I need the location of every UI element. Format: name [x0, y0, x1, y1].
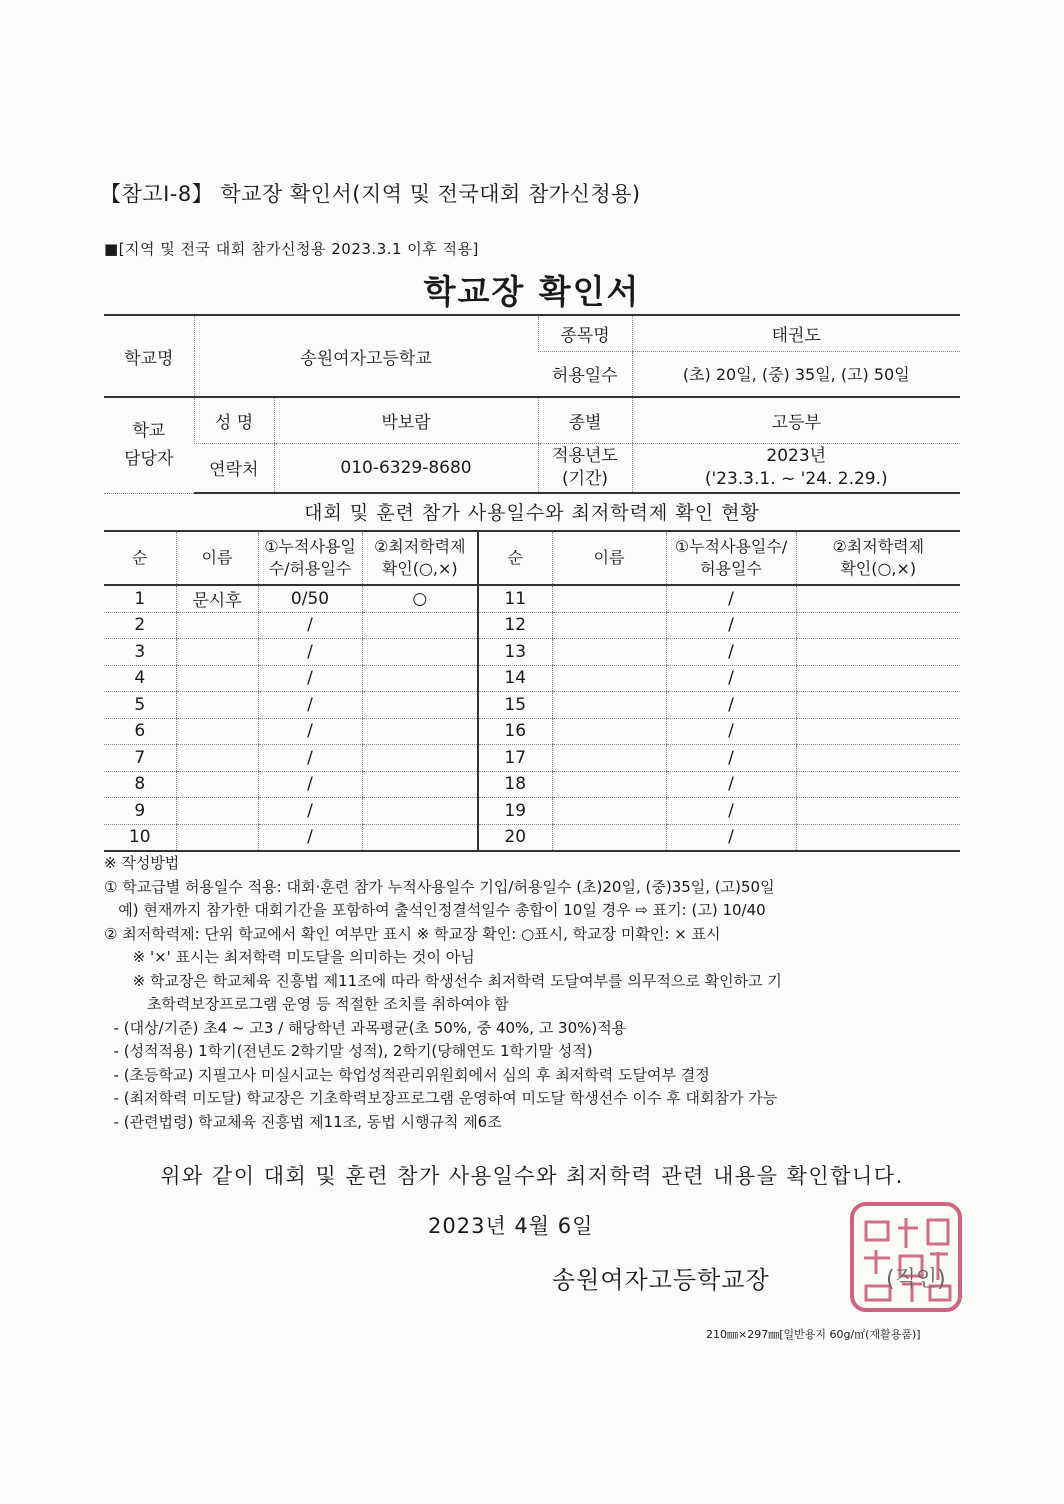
row-no: 19 [478, 798, 552, 825]
school-value: 송원여자고등학교 [194, 315, 538, 397]
row-no: 13 [478, 639, 552, 666]
row-check: ○ [362, 585, 478, 612]
category-label: 종별 [538, 397, 632, 443]
row-check [796, 612, 960, 639]
table-row [104, 639, 960, 666]
page-title: 학교장 확인서 [423, 272, 641, 311]
row-days: / [666, 639, 796, 666]
row-days: / [666, 692, 796, 719]
row-name [176, 718, 258, 745]
row-days: / [666, 824, 796, 851]
category-value: 고등부 [632, 397, 960, 443]
status-title: 대회 및 훈련 참가 사용일수와 최저학력제 확인 현황 [304, 502, 760, 524]
row-no: 12 [478, 612, 552, 639]
row-no: 3 [104, 639, 176, 666]
row-name [176, 692, 258, 719]
sport-label: 종목명 [538, 315, 632, 351]
school-info-table [104, 314, 960, 494]
row-days: / [666, 718, 796, 745]
row-check [362, 612, 478, 639]
row-no: 6 [104, 718, 176, 745]
row-name [176, 824, 258, 851]
row-days: / [666, 771, 796, 798]
row-check [796, 824, 960, 851]
name-value: 박보람 [274, 397, 538, 443]
header-check: ②최저학력제 확인(○,×) [796, 531, 960, 585]
row-check [362, 798, 478, 825]
header-days: ①누적사용일수/ 허용일수 [666, 531, 796, 585]
contact-value: 010-6329-8680 [274, 443, 538, 493]
row-name [552, 824, 666, 851]
row-no: 10 [104, 824, 176, 851]
row-check [362, 692, 478, 719]
row-name [176, 771, 258, 798]
row-days: / [666, 745, 796, 772]
row-no: 16 [478, 718, 552, 745]
table-row [104, 612, 960, 639]
row-days: / [666, 585, 796, 612]
school-label: 학교명 [104, 315, 194, 397]
table-row [104, 798, 960, 825]
row-no: 7 [104, 745, 176, 772]
row-no: 4 [104, 665, 176, 692]
table-row [104, 585, 960, 612]
row-days: / [258, 824, 362, 851]
row-no: 2 [104, 612, 176, 639]
contact-label: 연락처 [194, 443, 274, 493]
row-days: / [666, 798, 796, 825]
header-name: 이름 [176, 531, 258, 585]
instruction-line: - (성적적용) 1학기(전년도 2학기말 성적), 2학기(당해연도 1학기말 성적) [104, 1042, 593, 1060]
principal-signature: 송원여자고등학교장 [552, 1266, 770, 1294]
row-name [552, 585, 666, 612]
row-name [176, 639, 258, 666]
row-check [796, 718, 960, 745]
row-days: / [258, 798, 362, 825]
name-label: 성 명 [194, 397, 274, 443]
row-check [796, 665, 960, 692]
header-name: 이름 [552, 531, 666, 585]
row-check [362, 665, 478, 692]
row-name [552, 798, 666, 825]
row-check [796, 585, 960, 612]
row-name [552, 745, 666, 772]
row-days: / [258, 692, 362, 719]
manager-label: 학교 담당자 [104, 397, 194, 493]
instruction-line: - (관련법령) 학교체육 진흥법 제11조, 동법 시행규칙 제6조 [104, 1112, 502, 1131]
year-value: 2023년 ('23.3.1. ~ '24. 2.29.) [632, 443, 960, 493]
writing-instructions [104, 852, 974, 1134]
table-row [104, 665, 960, 692]
allowed-days-value: (초) 20일, (중) 35일, (고) 50일 [632, 351, 960, 397]
row-days: / [258, 745, 362, 772]
row-days: / [258, 639, 362, 666]
row-name [552, 639, 666, 666]
instruction-line: - (최저학력 미도달) 학교장은 기초학력보장프로그램 운영하여 미도달 학생선수 이수 후 대회참가 가능 [104, 1089, 778, 1107]
row-days: / [258, 665, 362, 692]
seal-label: (직인) [886, 1267, 946, 1292]
row-name [552, 718, 666, 745]
confirmation-statement: 위와 같이 대회 및 훈련 참가 사용일수와 최저학력 관련 내용을 확인합니다. [160, 1164, 904, 1188]
row-days: 0/50 [258, 585, 362, 612]
row-no: 17 [478, 745, 552, 772]
instruction-line: ※ 작성방법 [104, 854, 180, 872]
row-name [176, 665, 258, 692]
row-name [176, 798, 258, 825]
row-no: 9 [104, 798, 176, 825]
instruction-line: 예) 현재까지 참가한 대회기간을 포함하여 출석인정결석일수 총합이 10일 경우 ⇨ 표기: (고) 10/40 [104, 901, 766, 919]
table-row [104, 771, 960, 798]
row-check [796, 692, 960, 719]
instruction-line: 초학력보장프로그램 운영 등 적절한 조치를 취하여야 함 [104, 995, 509, 1013]
row-no: 18 [478, 771, 552, 798]
allowed-days-label: 허용일수 [538, 351, 632, 397]
row-no: 15 [478, 692, 552, 719]
row-no: 14 [478, 665, 552, 692]
row-check [796, 771, 960, 798]
header-days: ①누적사용일 수/허용일수 [258, 531, 362, 585]
header-check: ②최저학력제 확인(○,×) [362, 531, 478, 585]
year-label: 적용년도 (기간) [538, 443, 632, 493]
header-no: 순 [478, 531, 552, 585]
row-no: 20 [478, 824, 552, 851]
row-name [552, 692, 666, 719]
header-no: 순 [104, 531, 176, 585]
row-name [552, 612, 666, 639]
table-row [104, 692, 960, 719]
instruction-line: - (대상/기준) 초4 ~ 고3 / 해당학년 과목평균(초 50%, 중 40%, 고 30%)적용 [104, 1018, 627, 1037]
sport-value: 태권도 [632, 315, 960, 351]
row-check [362, 639, 478, 666]
row-name [176, 612, 258, 639]
paper-spec: 210㎜×297㎜[일반용지 60g/㎡(재활용품)] [706, 1328, 921, 1341]
row-days: / [258, 718, 362, 745]
instruction-line: ① 학교급별 허용일수 적용: 대회·훈련 참가 누적사용일수 기입/허용일수 (초)20일, (중)35일, (고)50일 [104, 877, 775, 896]
row-check [362, 771, 478, 798]
instruction-line: ※ 학교장은 학교체육 진흥법 제11조에 따라 학생선수 최저학력 도달여부를 의무적으로 확인하고 기 [104, 971, 782, 990]
instruction-line: - (초등학교) 지필고사 미실시교는 학업성적관리위원회에서 심의 후 최저학력 도달여부 결정 [104, 1065, 710, 1084]
row-name [176, 745, 258, 772]
row-name [552, 665, 666, 692]
official-seal-icon [848, 1200, 964, 1314]
row-days: / [258, 771, 362, 798]
row-check [362, 824, 478, 851]
reference-heading: 【참고Ⅰ-8】 학교장 확인서(지역 및 전국대회 참가신청용) [100, 182, 641, 206]
table-row [104, 824, 960, 851]
row-check [362, 718, 478, 745]
instruction-line: ※ '×' 표시는 최저학력 미도달을 의미하는 것이 아님 [104, 948, 475, 966]
issue-date: 2023년 4월 6일 [428, 1214, 594, 1238]
row-no: 1 [104, 585, 176, 612]
row-days: / [666, 665, 796, 692]
row-name: 문시후 [176, 585, 258, 612]
row-check [796, 639, 960, 666]
row-name [552, 771, 666, 798]
row-days: / [666, 612, 796, 639]
instruction-line: ② 최저학력제: 단위 학교에서 확인 여부만 표시 ※ 학교장 확인: ○표시, 학교장 미확인: × 표시 [104, 924, 721, 943]
row-check [796, 798, 960, 825]
row-no: 11 [478, 585, 552, 612]
row-no: 8 [104, 771, 176, 798]
row-days: / [258, 612, 362, 639]
row-check [362, 745, 478, 772]
table-row [104, 718, 960, 745]
roster-table [104, 530, 960, 852]
table-row [104, 745, 960, 772]
applicability-note: ■[지역 및 전국 대회 참가신청용 2023.3.1 이후 적용] [104, 240, 479, 258]
row-check [796, 745, 960, 772]
row-no: 5 [104, 692, 176, 719]
